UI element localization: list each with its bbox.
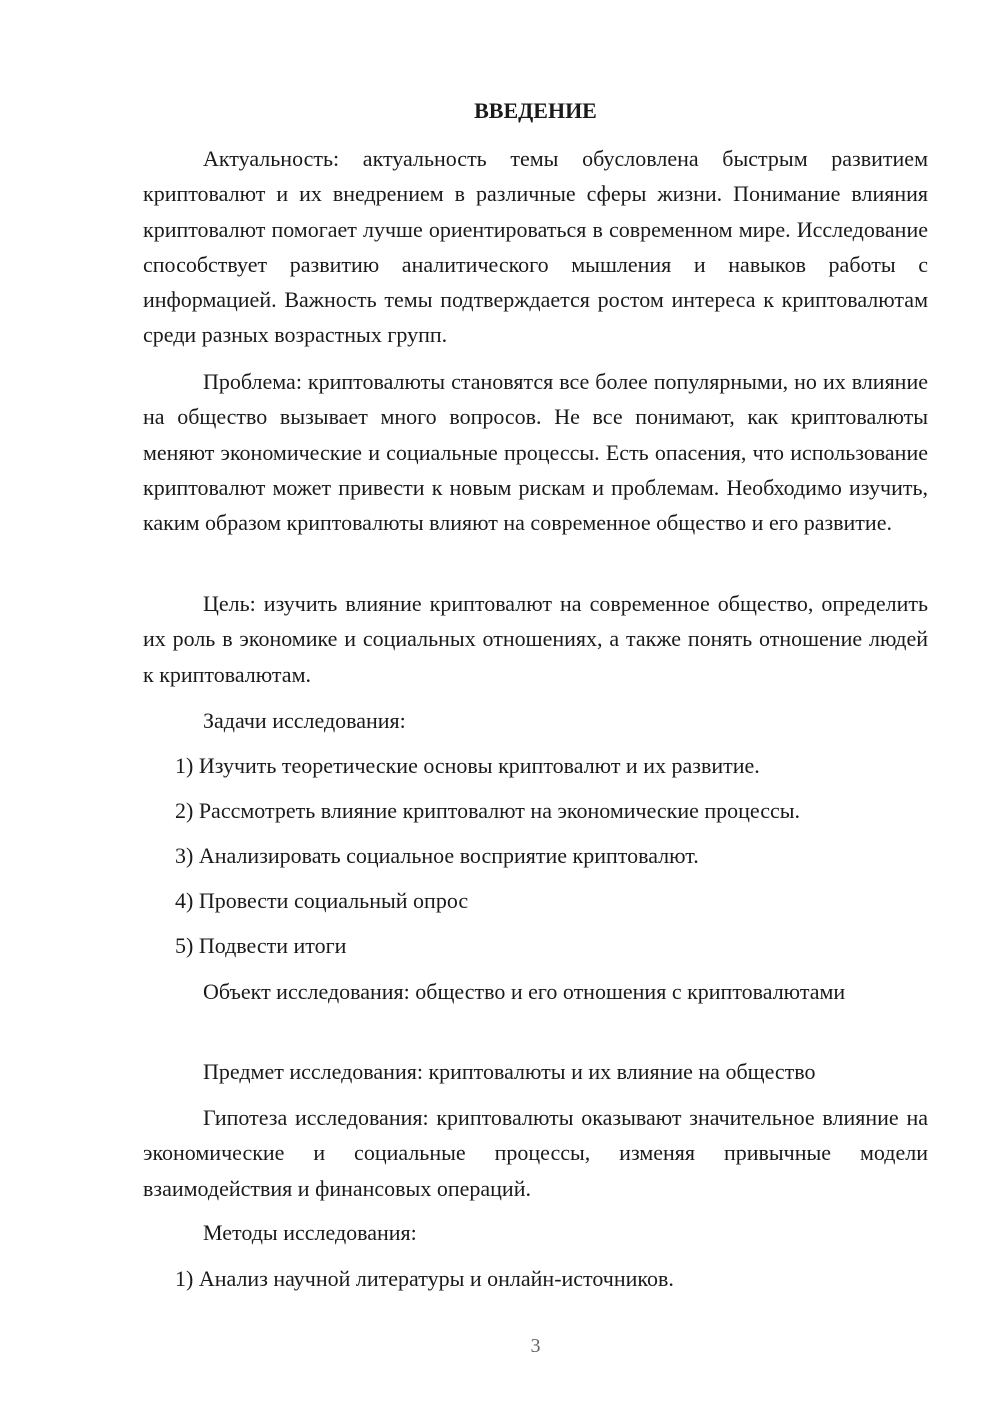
method-item: 1) Анализ научной литературы и онлайн-источников. [175,1266,674,1291]
task-item: 5) Подвести итоги [175,933,347,958]
page-number: 3 [530,1335,541,1357]
problem-paragraph: Проблема: криптовалюты становятся все более популярными, но их влияние на общество вызывает много вопросов. Не все понимают, как криптовалюты меняют экономические и социальные процессы. Есть опасения, что использование криптовалют может привести к новым рискам и проблемам. Необходимо изучить, каким образом криптовалюты влияют на современное общество и его развитие. [143,369,928,536]
hypothesis-paragraph: Гипотеза исследования: криптовалюты оказывают значительное влияние на экономические и социальные процессы, изменяя привычные модели взаимодействия и финансовых операций. [143,1105,928,1201]
document-page [143,0,928,1414]
object-paragraph: Объект исследования: общество и его отношения с криптовалютами [203,979,846,1004]
goal-paragraph: Цель: изучить влияние криптовалют на современное общество, определить их роль в экономике и социальных отношениях, а также понять отношение людей к криптовалютам. [143,591,928,687]
task-item: 4) Провести социальный опрос [175,888,469,913]
tasks-heading: Задачи исследования: [203,708,406,733]
relevance-paragraph: Актуальность: актуальность темы обусловлена быстрым развитием криптовалют и их внедрением в различные сферы жизни. Понимание влияния криптовалют помогает лучше ориентироваться в современном мире. Исследование способствует развитию аналитического мышления и навыков работы с информацией. Важность темы подтверждается ростом интереса к криптовалютам среди разных возрастных групп. [143,146,928,348]
task-item: 1) Изучить теоретические основы криптовалют и их развитие. [175,753,760,778]
task-item: 3) Анализировать социальное восприятие криптовалют. [175,843,699,868]
page-title: ВВЕДЕНИЕ [474,98,597,123]
methods-heading: Методы исследования: [203,1220,417,1245]
subject-paragraph: Предмет исследования: криптовалюты и их влияние на общество [203,1059,816,1084]
task-item: 2) Рассмотреть влияние криптовалют на экономические процессы. [175,798,801,823]
